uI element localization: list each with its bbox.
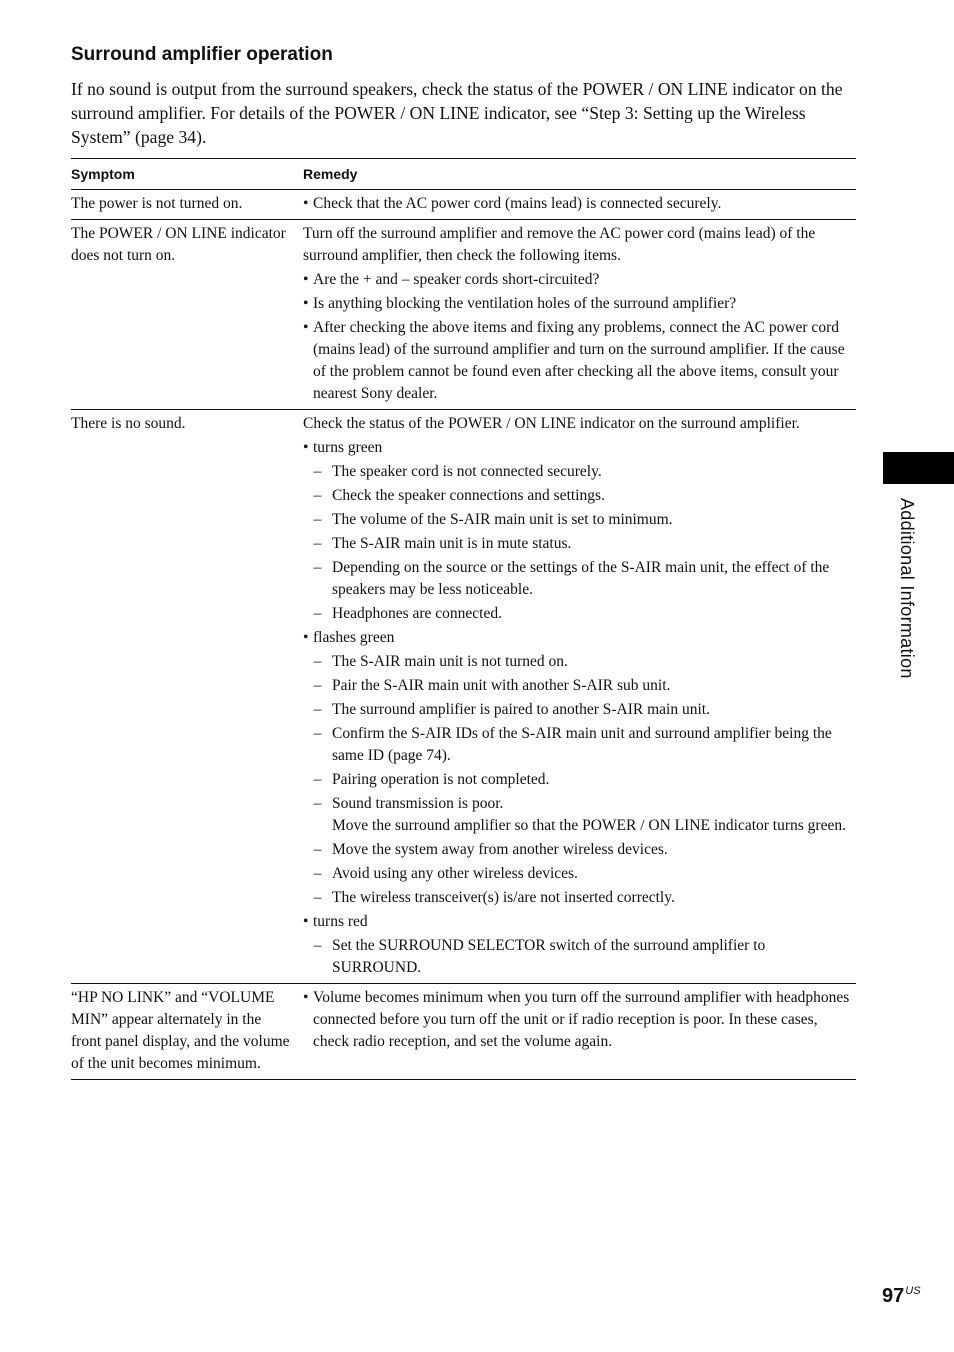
dash-item [303, 793, 856, 837]
dash-text-line: Sound transmission is poor. [332, 795, 504, 812]
dash-item [303, 675, 856, 697]
dash-marker: – [313, 535, 322, 552]
dash-marker: – [313, 725, 322, 742]
symptom-cell: “HP NO LINK” and “VOLUME MIN” appear alternately in the front panel display, and the volume of the unit becomes minimum. [71, 984, 303, 1080]
remedy-cell [303, 984, 856, 1080]
bullet-text: turns green [313, 439, 383, 456]
bullet-marker: • [303, 439, 309, 456]
dash-item [303, 557, 856, 601]
bullet-text: After checking the above items and fixing any problems, connect the AC power cord (mains lead) of the surround amplifier and turn on the surround amplifier. If the cause of the problem cannot be found even after checking all the above items, consult your nearest Sony dealer. [313, 319, 845, 402]
dash-text: Headphones are connected. [332, 605, 502, 622]
dash-marker: – [313, 677, 322, 694]
dash-item [303, 651, 856, 673]
dash-text: Move the system away from another wireless devices. [332, 841, 668, 858]
section-tab-marker [883, 452, 954, 484]
remedy-cell [303, 410, 856, 984]
dash-text: Pairing operation is not completed. [332, 771, 550, 788]
page-number-value: 97 [882, 1285, 905, 1307]
remedy-intro: Turn off the surround amplifier and remove the AC power cord (mains lead) of the surround amplifier, then check the following items. [303, 225, 816, 264]
bullet-item [303, 293, 856, 315]
bullet-item [303, 317, 856, 405]
bullet-marker: • [303, 989, 309, 1006]
dash-text: Check the speaker connections and settings. [332, 487, 605, 504]
dash-marker: – [313, 795, 322, 812]
dash-item [303, 533, 856, 555]
dash-text: Depending on the source or the settings of the S-AIR main unit, the effect of the speakers may be less noticeable. [332, 559, 830, 598]
remedy-cell [303, 220, 856, 410]
dash-item [303, 509, 856, 531]
bullet-item [303, 911, 856, 933]
dash-marker: – [313, 653, 322, 670]
dash-text: The S-AIR main unit is not turned on. [332, 653, 568, 670]
dash-marker: – [313, 559, 322, 576]
dash-item [303, 863, 856, 885]
dash-text: The speaker cord is not connected securely. [332, 463, 602, 480]
table-row [71, 190, 856, 220]
bullet-text: Volume becomes minimum when you turn off the surround amplifier with headphones connected before you turn off the unit or if radio reception is poor. In these cases, check radio reception, and set the volume again. [313, 989, 850, 1050]
dash-text: The S-AIR main unit is in mute status. [332, 535, 572, 552]
dash-marker: – [313, 937, 322, 954]
bullet-marker: • [303, 913, 309, 930]
bullet-item [303, 269, 856, 291]
symptom-cell: The POWER / ON LINE indicator does not turn on. [71, 220, 303, 410]
bullet-item [303, 627, 856, 649]
dash-marker: – [313, 771, 322, 788]
dash-marker: – [313, 701, 322, 718]
bullet-item [303, 193, 856, 215]
dash-text: Confirm the S-AIR IDs of the S-AIR main unit and surround amplifier being the same ID (page 74). [332, 725, 832, 764]
dash-marker: – [313, 605, 322, 622]
dash-item [303, 699, 856, 721]
bullet-text: flashes green [313, 629, 395, 646]
dash-item [303, 603, 856, 625]
symptom-cell: There is no sound. [71, 410, 303, 984]
section-title: Surround amplifier operation [71, 44, 333, 65]
bullet-text: turns red [313, 913, 368, 930]
dash-item [303, 887, 856, 909]
bullet-marker: • [303, 319, 309, 336]
header-remedy: Remedy [303, 159, 856, 190]
bullet-text: Check that the AC power cord (mains lead) is connected securely. [313, 195, 722, 212]
dash-text: The wireless transceiver(s) is/are not inserted correctly. [332, 889, 675, 906]
dash-item [303, 723, 856, 767]
dash-text [332, 793, 856, 837]
bullet-item [303, 437, 856, 459]
page-number [882, 1285, 921, 1308]
remedy-intro: Check the status of the POWER / ON LINE indicator on the surround amplifier. [303, 415, 800, 432]
remedy-cell [303, 190, 856, 220]
symptom-cell: The power is not turned on. [71, 190, 303, 220]
table-row [71, 410, 856, 984]
side-section-label: Additional Information [897, 498, 917, 679]
dash-text: Pair the S-AIR main unit with another S-AIR sub unit. [332, 677, 671, 694]
header-symptom: Symptom [71, 159, 303, 190]
dash-marker: – [313, 487, 322, 504]
bullet-marker: • [303, 629, 309, 646]
dash-text-note: Move the surround amplifier so that the POWER / ON LINE indicator turns green. [332, 817, 846, 834]
bullet-item [303, 987, 856, 1053]
dash-item [303, 461, 856, 483]
bullet-marker: • [303, 271, 309, 288]
dash-item [303, 935, 856, 979]
dash-item [303, 485, 856, 507]
dash-text: Avoid using any other wireless devices. [332, 865, 578, 882]
dash-item [303, 769, 856, 791]
table-row [71, 220, 856, 410]
bullet-marker: • [303, 295, 309, 312]
dash-marker: – [313, 463, 322, 480]
bullet-marker: • [303, 195, 309, 212]
bullet-text: Is anything blocking the ventilation holes of the surround amplifier? [313, 295, 737, 312]
dash-marker: – [313, 889, 322, 906]
bullet-text: Are the + and – speaker cords short-circuited? [313, 271, 600, 288]
dash-text: Set the SURROUND SELECTOR switch of the surround amplifier to SURROUND. [332, 937, 766, 976]
dash-text: The volume of the S-AIR main unit is set to minimum. [332, 511, 673, 528]
intro-paragraph: If no sound is output from the surround speakers, check the status of the POWER / ON LINE indicator on the surround amplifier. For details of the POWER / ON LINE indicator, see “Step 3: Setting up the Wireless System” (page 34). [71, 79, 843, 147]
dash-marker: – [313, 511, 322, 528]
troubleshooting-table [71, 158, 856, 1080]
table-row [71, 984, 856, 1080]
dash-marker: – [313, 841, 322, 858]
dash-marker: – [313, 865, 322, 882]
table-header-row [71, 159, 856, 190]
dash-item [303, 839, 856, 861]
page-region-suffix: US [905, 1285, 921, 1297]
dash-text: The surround amplifier is paired to another S-AIR main unit. [332, 701, 710, 718]
